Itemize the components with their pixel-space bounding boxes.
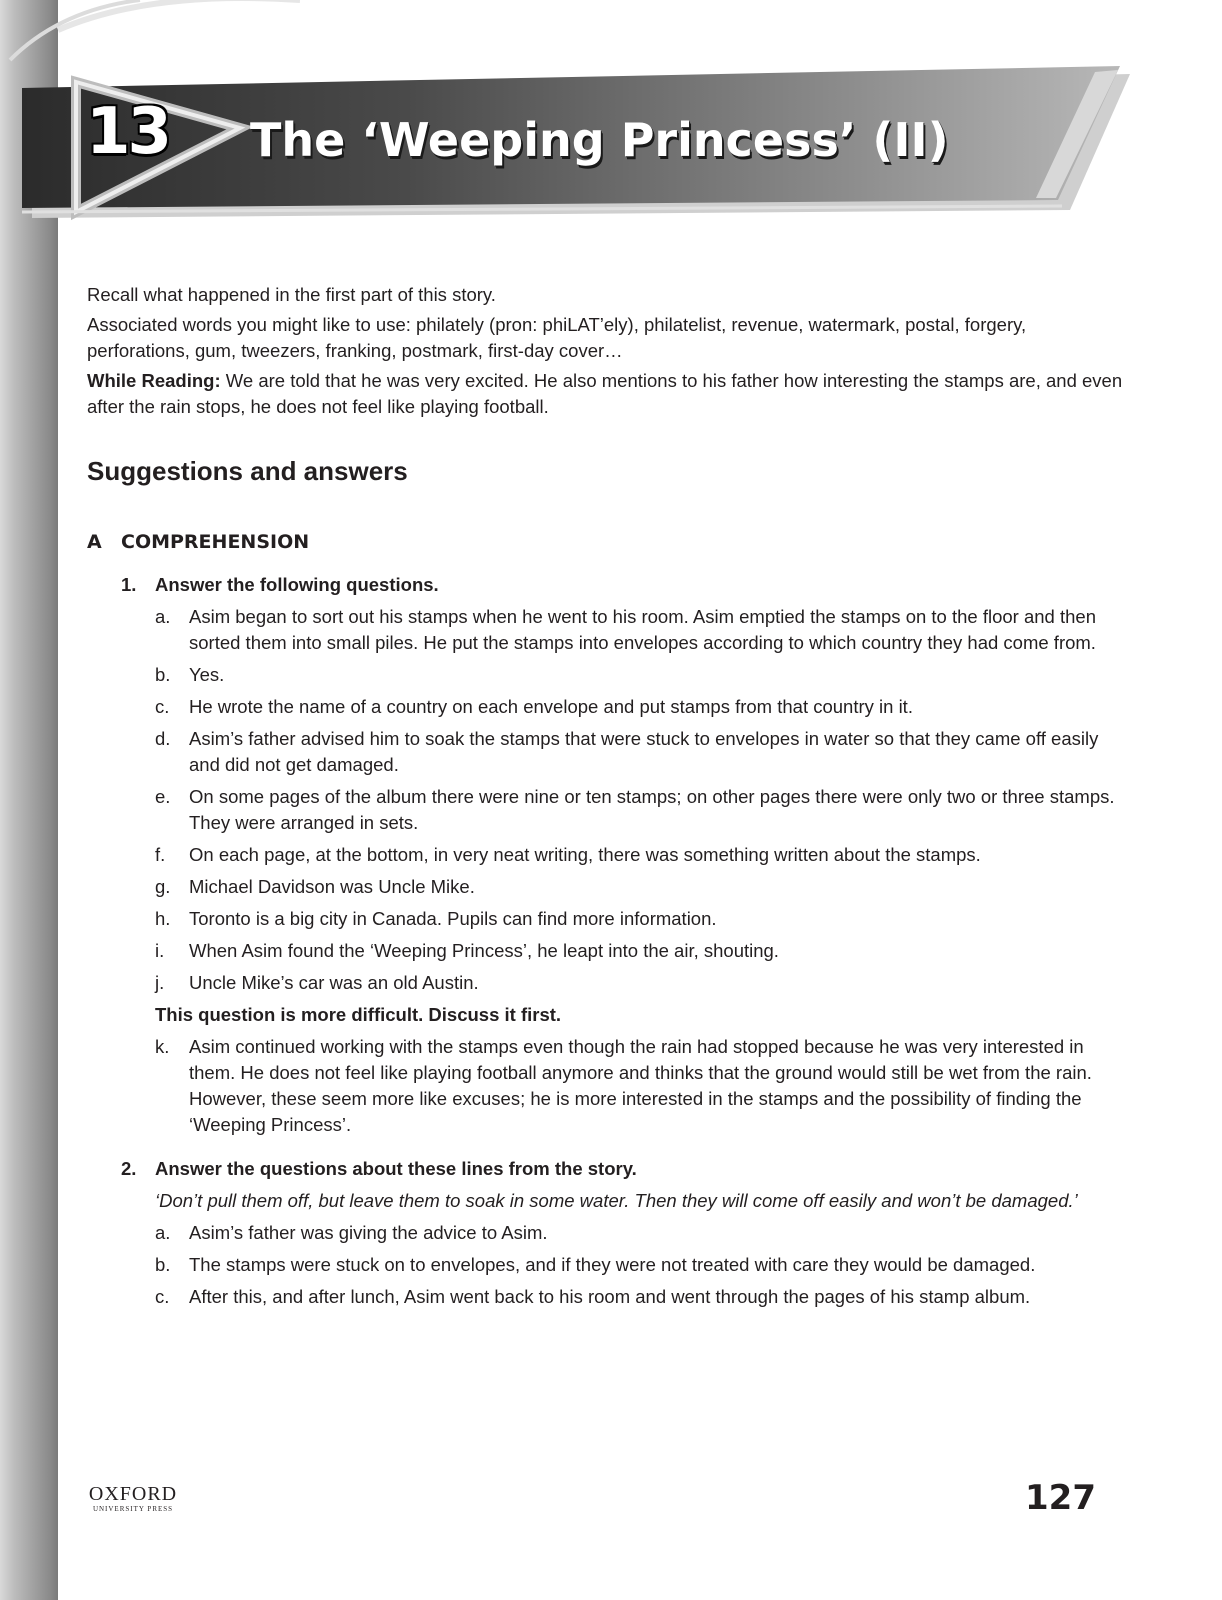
answer-label: f.: [155, 844, 166, 865]
chapter-title: The ‘Weeping Princess’ (II): [250, 113, 949, 167]
publisher-name: OXFORD: [88, 1483, 178, 1505]
difficult-note: This question is more difficult. Discuss it first.: [155, 1004, 562, 1025]
publisher-logo: [87, 1484, 179, 1514]
answer-text: Yes.: [189, 664, 225, 685]
page-number: 127: [1025, 1478, 1096, 1518]
answer-label: a.: [155, 1222, 171, 1243]
subsection-letter: A: [87, 531, 102, 553]
answer-label: a.: [155, 606, 171, 627]
answer-item: [155, 842, 1132, 868]
subsection-title: COMPREHENSION: [121, 531, 310, 553]
question-1-answers: [87, 604, 1132, 1138]
answer-item: [155, 694, 1132, 720]
question-2-answers: [87, 1188, 1132, 1310]
answer-label: e.: [155, 786, 171, 807]
answer-label: h.: [155, 908, 171, 929]
publisher-subtitle: UNIVERSITY PRESS: [92, 1505, 174, 1513]
chapter-number: 13: [86, 95, 170, 169]
answer-text: Toronto is a big city in Canada. Pupils can find more information.: [189, 908, 717, 929]
answer-text: Asim began to sort out his stamps when he went to his room. Asim emptied the stamps on to the floor and then sorted them into small piles. He put the stamps into envelopes according to which country they had come from.: [189, 606, 1096, 653]
answer-label: c.: [155, 1286, 170, 1307]
answer-text: On each page, at the bottom, in very neat writing, there was something written about the stamps.: [189, 844, 981, 865]
subsection-heading: [87, 530, 1132, 554]
intro-recall: Recall what happened in the first part of this story.: [87, 284, 496, 305]
answer-item: [155, 604, 1132, 656]
side-bar: [0, 0, 58, 1600]
answer-label: b.: [155, 1254, 171, 1275]
while-reading-text: We are told that he was very excited. He also mentions to his father how interesting the stamps are, and even after the rain stops, he does not feel like playing football.: [87, 370, 1123, 417]
question-number: 1.: [121, 574, 137, 595]
question-2-heading: [87, 1156, 1132, 1182]
answer-item: [155, 938, 1132, 964]
answer-label: k.: [155, 1036, 170, 1057]
answer-item: [155, 1034, 1132, 1138]
while-reading-label: While Reading:: [87, 370, 221, 391]
story-quote: ‘Don’t pull them off, but leave them to soak in some water. Then they will come off easily and won’t be damaged.’: [155, 1190, 1078, 1211]
intro-while-reading: [87, 368, 1132, 420]
answer-item: [155, 784, 1132, 836]
question-title: Answer the following questions.: [155, 574, 439, 595]
answer-label: b.: [155, 664, 171, 685]
answer-item: [155, 1252, 1132, 1278]
answer-label: g.: [155, 876, 171, 897]
answer-label: d.: [155, 728, 171, 749]
answer-text: Uncle Mike’s car was an old Austin.: [189, 972, 479, 993]
answer-item: [155, 1284, 1132, 1310]
answer-label: j.: [155, 972, 165, 993]
answer-item: [155, 906, 1132, 932]
answer-item: [155, 1220, 1132, 1246]
page-content: [87, 282, 1132, 1310]
answer-label: c.: [155, 696, 170, 717]
answer-text: When Asim found the ‘Weeping Princess’, he leapt into the air, shouting.: [189, 940, 779, 961]
answer-item: [155, 874, 1132, 900]
answer-text: He wrote the name of a country on each envelope and put stamps from that country in it.: [189, 696, 913, 717]
answer-label: i.: [155, 940, 165, 961]
answer-text: Asim continued working with the stamps even though the rain had stopped because he was very interested in them. He does not feel like playing football anymore and thinks that the ground would still be wet from the rain. However, these seem more like excuses; he is more interested in the stamps and the possibility of finding the ‘Weeping Princess’.: [189, 1036, 1092, 1135]
section-title: Suggestions and answers: [87, 456, 408, 486]
question-number: 2.: [121, 1158, 137, 1179]
question-title: Answer the questions about these lines from the story.: [155, 1158, 637, 1179]
answer-text: Michael Davidson was Uncle Mike.: [189, 876, 475, 897]
answer-text: The stamps were stuck on to envelopes, and if they were not treated with care they would be damaged.: [189, 1254, 1036, 1275]
answer-item: [155, 662, 1132, 688]
answer-text: Asim’s father advised him to soak the stamps that were stuck to envelopes in water so that they came off easily and did not get damaged.: [189, 728, 1099, 775]
answer-text: After this, and after lunch, Asim went back to his room and went through the pages of his stamp album.: [189, 1286, 1031, 1307]
answer-item: [155, 726, 1132, 778]
answer-text: On some pages of the album there were nine or ten stamps; on other pages there were only two or three stamps. They were arranged in sets.: [189, 786, 1115, 833]
answer-item: [155, 970, 1132, 996]
answer-text: Asim’s father was giving the advice to Asim.: [189, 1222, 548, 1243]
question-1-heading: [87, 572, 1132, 598]
intro-associated-words: Associated words you might like to use: philately (pron: phiLAT’ely), philatelist, revenue, watermark, postal, forgery, perforations, gum, tweezers, franking, postmark, first-day cover…: [87, 314, 1027, 361]
